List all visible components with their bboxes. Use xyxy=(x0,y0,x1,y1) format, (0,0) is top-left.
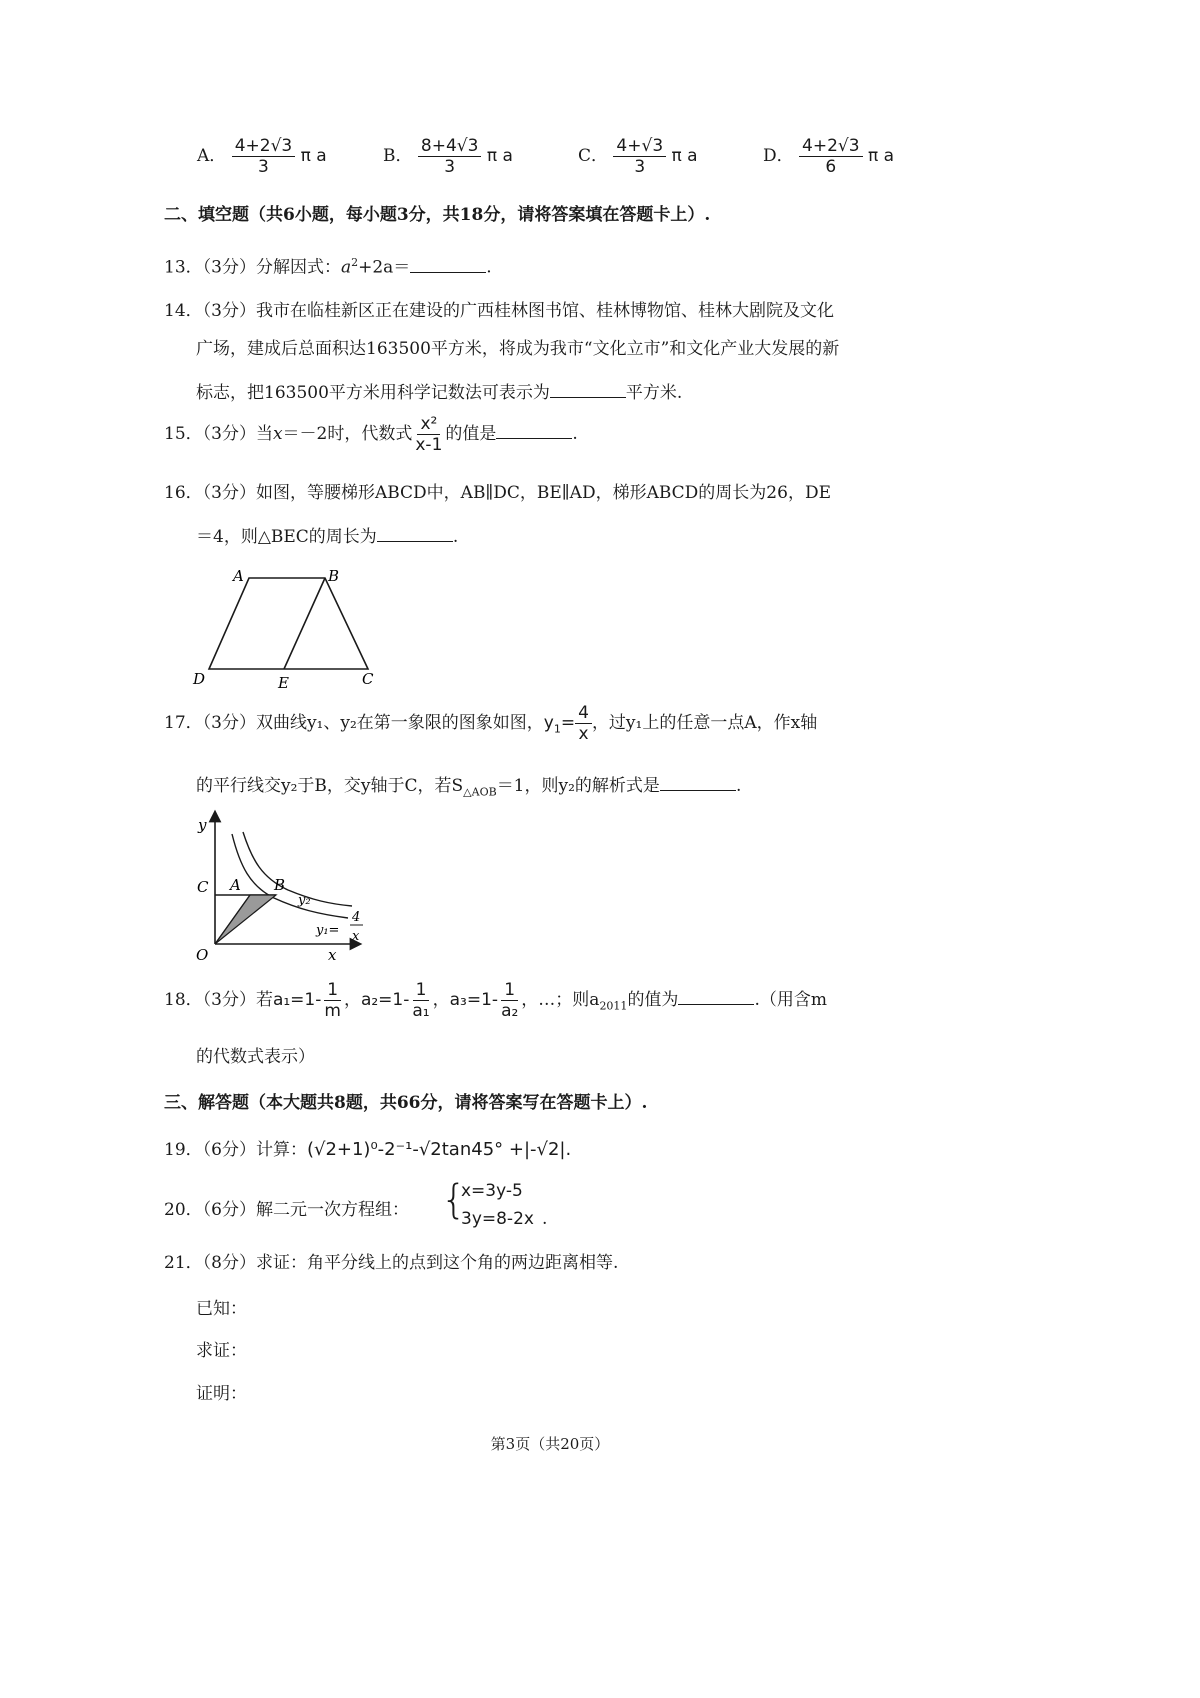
label-y1-eq: y₁= xyxy=(316,923,340,938)
proof-label: 证明： xyxy=(196,1384,247,1404)
label-frac-den: x xyxy=(352,929,360,944)
option-a-fraction: $\frac{4+2√3}{3}$ xyxy=(232,136,296,177)
q18-frac-2: $\frac{1}{\text{a₁}}$ xyxy=(412,980,430,1021)
trapezoid-figure xyxy=(188,560,388,690)
label-x: x xyxy=(328,946,337,964)
trapezoid-abcd xyxy=(209,578,368,669)
known-label: 已知： xyxy=(196,1299,247,1319)
section-3-heading: 三、解答题（本大题共8题，共66分，请将答案写在答题卡上）. xyxy=(164,1093,648,1113)
label-a: A xyxy=(233,567,244,585)
option-d-fraction: $\frac{4+2√3}{6}$ xyxy=(799,136,863,177)
option-a: A． $\frac{4+2√3}{3}$ π a xyxy=(197,136,327,177)
label-y: y xyxy=(198,816,207,834)
answer-blank xyxy=(496,420,572,439)
question-19: 19．（6分）计算：(√2+1)⁰-2⁻¹-√2tan45° +|-√2|. xyxy=(164,1139,572,1160)
option-b: B． $\frac{8+4√3}{3}$ π a xyxy=(383,136,513,177)
label-b: B xyxy=(328,567,340,585)
q15-fraction: $\frac{\text{x²}}{x-1}$ xyxy=(415,414,443,455)
section-2-heading: 二、填空题（共6小题，每小题3分，共18分，请将答案填在答题卡上）. xyxy=(164,205,711,225)
question-18-line-2: 的代数式表示） xyxy=(196,1047,315,1067)
question-16-line-2: ＝4，则△BEC的周长为 . xyxy=(196,523,458,550)
option-d: D． $\frac{4+2√3}{6}$ π a xyxy=(763,136,895,177)
exam-page: A． $\frac{4+2√3}{3}$ π a B． $\frac{8+4√3}{3}$ π a C． $\frac{4+√3}{3}$ π a D． $\frac{4+2√3}{6}$ π a 二、填空题（共6小题，每小题3分，共18分，请将答案填在答题卡上）. 13．（3分）分解因式：$a^2+2a=$ . 14．（3分）我市在临桂新区正在建设的广西桂林图书馆、桂林博物馆、桂林大剧院及文化 广场，建成后总面积达163500平方米，将成为我市“文化立市”和文化产业大发展的新 标志，把163500平方米用科学记数法可表示为 平方米. 15．（3分）当x＝－2时，代数式 $\frac{\text{x²}}{x-1}$ 的值是 . 16．（3分）如图，等腰梯形ABCD中，AB∥DC，BE∥AD，梯形ABCD的周长为26，DE ＝4，则△BEC的周长为 . A B C D E 17．（3分）双曲线y₁、y₂在第一象限的图象如图，$y_1=$ $\frac{4}{x}$ ，过y₁上的任意一点A，作x轴 的平行线交y₂于B，交y轴于C，若$S_{\triangle AOB}=1$，则y₂的解析式是 . y x O C A B y₂ y₁= 4 x 18．（3分）若a₁=1- $\frac{1}{m}$ ，a₂=1- $\frac{1}{\text{a₁}}$ ，a₃=1- $\frac{1}{\text{a₂}}$ ，…；则$a_{2011}$的值为 .（用含m 的代数式表示） 三、解答题（本大题共8题，共66分，请将答案写在答题卡上）. 19．（6分）计算：(√2+1)⁰-2⁻¹-√2tan45° +|-√2|. 20．（6分）解二元一次方程组： { x=3y-5 3y=8-2x . 21．（8分）求证：角平分线上的点到这个角的两边距离相等. 已知： 求证： 证明： 第3页（共20页） xyxy=(0,0,1200,1698)
q17-fraction: $\frac{4}{x}$ xyxy=(575,703,592,744)
question-17-line-2: 的平行线交y₂于B，交y轴于C，若$S_{\triangle AOB}=1$，则y₂的解析式是 . xyxy=(196,772,741,805)
question-14-line-2: 广场，建成后总面积达163500平方米，将成为我市“文化立市”和文化产业大发展的新 xyxy=(196,339,840,359)
hyperbola-figure xyxy=(188,808,388,968)
option-c: C． $\frac{4+√3}{3}$ π a xyxy=(578,136,698,177)
question-14-line-3: 标志，把163500平方米用科学记数法可表示为 平方米. xyxy=(196,379,682,406)
label-c: C xyxy=(362,670,374,688)
answer-blank xyxy=(660,772,736,791)
segment-be xyxy=(284,578,325,669)
q18-frac-3: $\frac{1}{\text{a₂}}$ xyxy=(501,980,519,1021)
prove-label: 求证： xyxy=(196,1341,247,1361)
answer-blank xyxy=(410,254,486,273)
label-a: A xyxy=(230,876,241,894)
answer-blank xyxy=(377,523,453,542)
question-18-line-1: 18．（3分）若a₁=1- $\frac{1}{m}$ ，a₂=1- $\frac{1}{\text{a₁}}$ ，a₃=1- $\frac{1}{\text{a₂}}$ ，…；则$a_{2011}$的值为 .（用含m xyxy=(164,980,827,1021)
answer-blank xyxy=(678,986,754,1005)
q18-frac-1: $\frac{1}{m}$ xyxy=(324,980,341,1021)
label-c: C xyxy=(197,878,209,896)
question-21: 21．（8分）求证：角平分线上的点到这个角的两边距离相等. xyxy=(164,1253,619,1273)
triangle-aob xyxy=(215,895,276,944)
question-16-line-1: 16．（3分）如图，等腰梯形ABCD中，AB∥DC，BE∥AD，梯形ABCD的周长为26，DE xyxy=(164,483,831,503)
question-17-line-1: 17．（3分）双曲线y₁、y₂在第一象限的图象如图，$y_1=$ $\frac{4}{x}$ ，过y₁上的任意一点A，作x轴 xyxy=(164,703,818,744)
question-14-line-1: 14．（3分）我市在临桂新区正在建设的广西桂林图书馆、桂林博物馆、桂林大剧院及文化 xyxy=(164,301,834,321)
answer-blank xyxy=(550,379,626,398)
option-c-fraction: $\frac{4+√3}{3}$ xyxy=(613,136,666,177)
label-d: D xyxy=(193,670,206,688)
page-footer: 第3页（共20页） xyxy=(490,1435,610,1453)
option-b-fraction: $\frac{8+4√3}{3}$ xyxy=(418,136,482,177)
label-o: O xyxy=(196,946,209,964)
label-y2: y₂ xyxy=(298,893,311,908)
label-b: B xyxy=(274,876,286,894)
question-13: 13．（3分）分解因式：$a^2+2a=$ . xyxy=(164,250,492,281)
brace: { xyxy=(441,1177,467,1223)
label-frac-num: 4 xyxy=(352,910,361,925)
label-e: E xyxy=(278,674,289,690)
question-15: 15．（3分）当x＝－2时，代数式 $\frac{\text{x²}}{x-1}$ 的值是 . xyxy=(164,414,578,455)
